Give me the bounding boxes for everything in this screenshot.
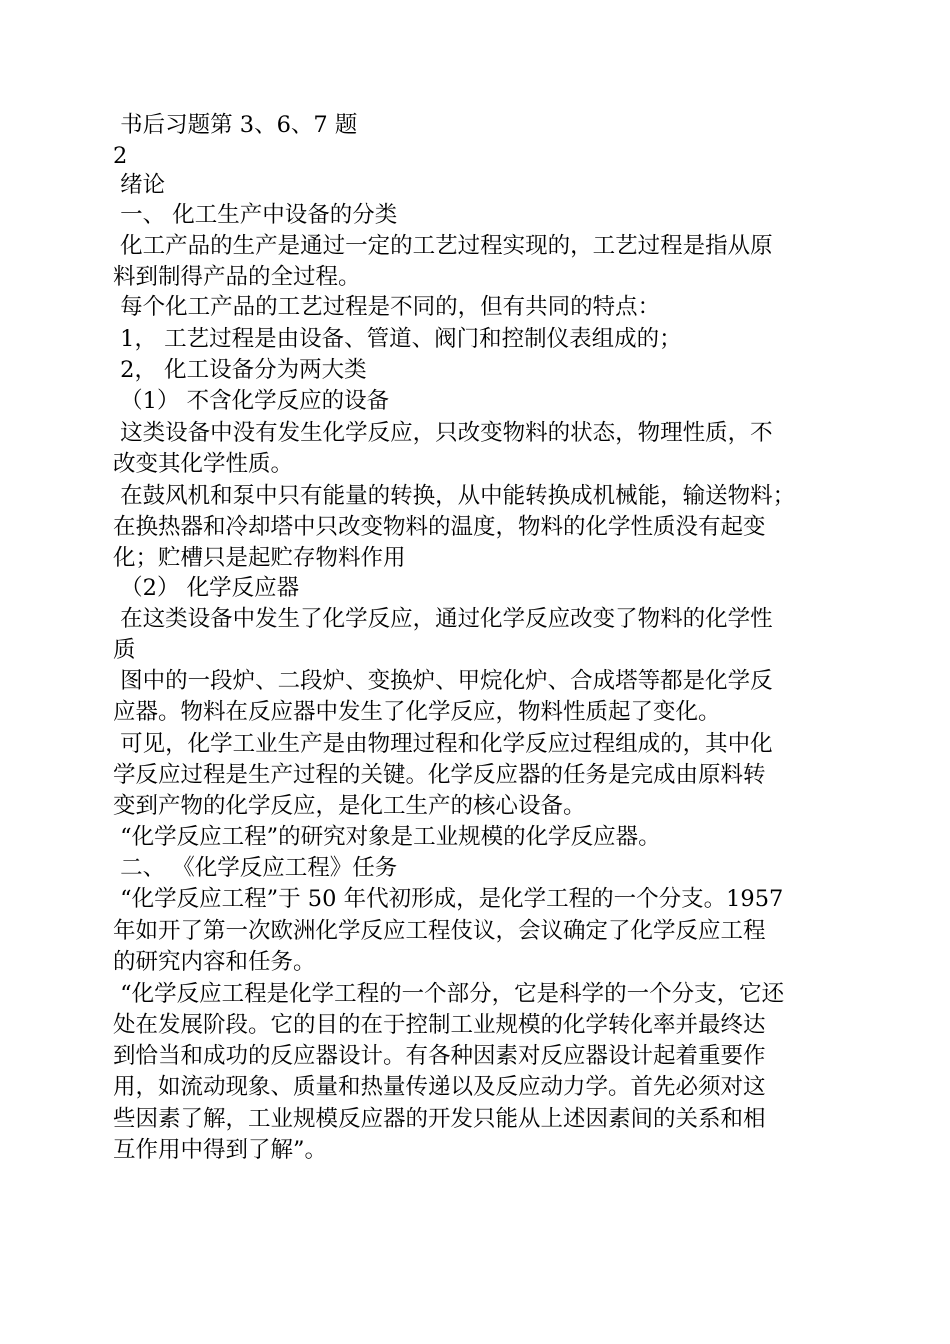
text-line: 在换热器和冷却塔中只改变物料的温度，物料的化学性质没有起变 [113, 514, 766, 540]
text-line: （2） 化学反应器 [113, 575, 300, 601]
text-line: 改变其化学性质。 [113, 451, 294, 477]
text-line: 每个化工产品的工艺过程是不同的，但有共同的特点： [113, 294, 661, 320]
text-line: 到恰当和成功的反应器设计。有各种因素对反应器设计起着重要作 [113, 1043, 766, 1069]
text-line: 书后习题第 3、6、7 题 [113, 112, 358, 138]
text-line: （1） 不含化学反应的设备 [113, 388, 390, 414]
text-line: 些因素了解，工业规模反应器的开发只能从上述因素间的关系和相 [113, 1106, 766, 1132]
text-line: 2， 化工设备分为两大类 [113, 357, 367, 383]
text-line: “化学反应工程”于 50 年代初形成，是化学工程的一个分支。1957 [113, 886, 784, 912]
text-line: 变到产物的化学反应，是化工生产的核心设备。 [113, 793, 586, 819]
text-line: 的研究内容和任务。 [113, 949, 316, 975]
text-line: 互作用中得到了解”。 [113, 1137, 328, 1163]
text-line: 料到制得产品的全过程。 [113, 264, 361, 290]
text-line: 应器。物料在反应器中发生了化学反应，物料性质起了变化。 [113, 699, 721, 725]
text-line: 在鼓风机和泵中只有能量的转换，从中能转换成机械能，输送物料； [113, 483, 796, 509]
text-line: “化学反应工程”的研究对象是工业规模的化学反应器。 [113, 824, 661, 850]
text-line: 用，如流动现象、质量和热量传递以及反应动力学。首先必须对这 [113, 1074, 766, 1100]
text-line: 处在发展阶段。它的目的在于控制工业规模的化学转化率并最终达 [113, 1012, 766, 1038]
text-line: 化；贮槽只是起贮存物料作用 [113, 545, 406, 571]
text-line: 质 [113, 637, 136, 663]
text-line: 二、 《化学反应工程》任务 [113, 855, 398, 881]
text-line: 一、 化工生产中设备的分类 [113, 202, 398, 228]
text-line: 2 [113, 143, 128, 169]
text-line: 这类设备中没有发生化学反应，只改变物料的状态，物理性质，不 [113, 420, 773, 446]
text-line: “化学反应工程是化学工程的一个部分，它是科学的一个分支，它还 [113, 981, 785, 1007]
text-line: 绪论 [113, 172, 166, 198]
text-line: 可见，化学工业生产是由物理过程和化学反应过程组成的，其中化 [113, 731, 773, 757]
text-line: 在这类设备中发生了化学反应，通过化学反应改变了物料的化学性 [113, 606, 773, 632]
text-line: 1， 工艺过程是由设备、管道、阀门和控制仪表组成的； [113, 326, 682, 352]
text-line: 学反应过程是生产过程的关键。化学反应器的任务是完成由原料转 [113, 762, 766, 788]
text-line: 图中的一段炉、二段炉、变换炉、甲烷化炉、合成塔等都是化学反 [113, 668, 773, 694]
text-line: 化工产品的生产是通过一定的工艺过程实现的，工艺过程是指从原 [113, 233, 773, 259]
text-line: 年如开了第一次欧洲化学反应工程伎议，会议确定了化学反应工程 [113, 918, 766, 944]
